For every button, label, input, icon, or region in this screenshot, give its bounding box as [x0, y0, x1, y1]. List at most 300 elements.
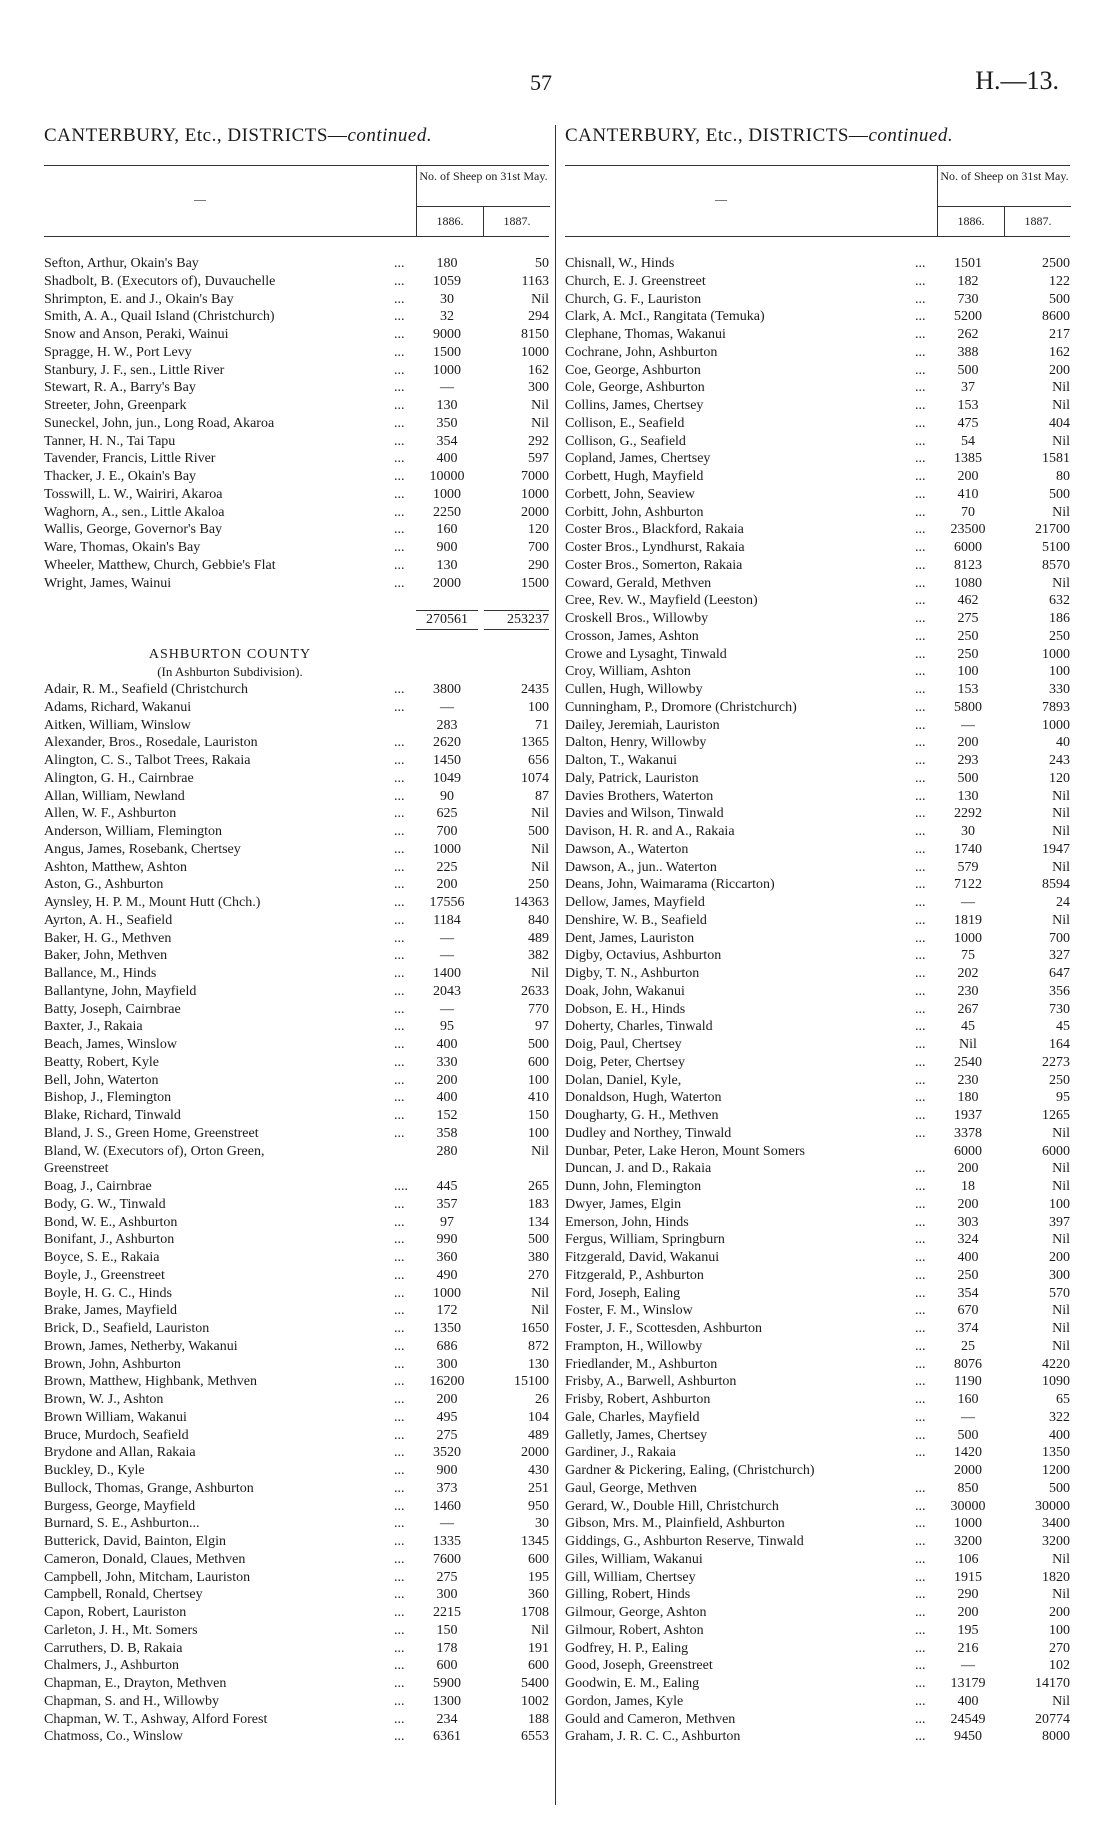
sheep-1886-value: 700 — [436, 824, 458, 839]
sheep-1887-value: Nil — [1052, 504, 1070, 520]
table-row — [565, 1622, 1070, 1640]
sheep-1887-value: 294 — [528, 309, 549, 325]
table-row — [565, 1391, 1070, 1409]
table-row — [565, 379, 1070, 397]
owner-name: Gaul, George, Methven — [565, 1480, 697, 1496]
sheep-1886-value: 250 — [957, 628, 979, 644]
leader-dots: ... — [394, 327, 405, 342]
owner-name: Dalton, T., Wakanui — [565, 753, 678, 768]
sheep-1887-value: 8150 — [521, 327, 549, 342]
sheep-1886-value: 90 — [440, 788, 454, 804]
year-1886-header: 1886. — [417, 207, 484, 236]
sheep-1887-value: 3200 — [1042, 1534, 1070, 1549]
owner-name: Aynsley, H. P. M., Mount Hutt (Chch.) — [44, 895, 261, 910]
table-row — [44, 291, 549, 309]
leader-dots: ... — [915, 682, 926, 697]
leader-dots: ... — [915, 983, 926, 999]
sheep-1887-value: 3400 — [1042, 1516, 1070, 1532]
sheep-1886-value: — — [961, 895, 975, 910]
spacer-row — [44, 592, 549, 610]
sheep-1886-value: 152 — [436, 1108, 458, 1123]
table-row — [565, 1036, 1070, 1054]
owner-name: Shrimpton, E. and J., Okain's Bay — [44, 291, 234, 307]
owner-name: Doig, Paul, Chertsey — [565, 1037, 682, 1052]
leader-dots: ... — [394, 451, 405, 467]
owner-name: Croskell Bros., Willowby — [565, 611, 709, 626]
sheep-1886-value: 6000 — [954, 1143, 982, 1159]
sheep-1886-value: 2000 — [954, 1463, 982, 1478]
leader-dots: ... — [394, 1463, 405, 1478]
owner-name: Dolan, Daniel, Kyle, — [565, 1072, 682, 1088]
leader-dots: ... — [915, 557, 926, 573]
right-table-body — [565, 255, 1070, 1746]
sheep-1886-value: 234 — [436, 1711, 458, 1727]
sheep-1887-value: 45 — [1056, 1019, 1070, 1035]
owner-name: Baker, H. G., Methven — [44, 930, 172, 946]
table-row — [565, 876, 1070, 894]
sheep-1886-value: — — [961, 717, 975, 733]
owner-name: Buckley, D., Kyle — [44, 1463, 145, 1478]
table-row — [565, 734, 1070, 752]
sheep-1887-value: 30 — [535, 1516, 549, 1532]
sheep-1886-value: 195 — [957, 1622, 979, 1638]
leader-dots: ... — [394, 522, 405, 538]
sheep-1887-value: 500 — [528, 824, 549, 839]
leader-dots: ... — [915, 664, 926, 680]
owner-name: Fergus, William, Springburn — [565, 1232, 725, 1248]
owner-name: Boag, J., Cairnbrae — [44, 1179, 152, 1194]
sheep-1886-value: 1080 — [954, 575, 982, 591]
owner-name: Capon, Robert, Lauriston — [44, 1605, 187, 1620]
sheep-1886-value: 300 — [436, 1356, 458, 1372]
leader-dots: ... — [394, 1605, 405, 1620]
table-row — [565, 362, 1070, 380]
leader-dots: ... — [915, 344, 926, 360]
sheep-1887-value: 600 — [528, 1658, 549, 1674]
sheep-1886-value: 230 — [957, 1072, 979, 1088]
owner-name: Gerard, W., Double Hill, Christchurch — [565, 1498, 779, 1514]
sheep-1886-value: 13179 — [950, 1676, 986, 1691]
sheep-1886-value: 230 — [957, 983, 979, 999]
sheep-1887-value: 500 — [1049, 1480, 1070, 1496]
leader-dots: ... — [915, 1161, 926, 1177]
sheep-1887-value: Nil — [531, 806, 549, 822]
sheep-1886-value: 3520 — [433, 1445, 461, 1461]
sheep-1886-value: 400 — [436, 451, 458, 467]
owner-name: Brown, W. J., Ashton — [44, 1392, 164, 1407]
sheep-1886-value: 106 — [957, 1551, 979, 1567]
leader-dots: ... — [915, 1427, 926, 1443]
owner-name: Goodwin, E. M., Ealing — [565, 1676, 700, 1691]
owner-name: Brown William, Wakanui — [44, 1409, 187, 1425]
leader-dots: ... — [915, 1232, 926, 1248]
table-row — [44, 344, 549, 362]
owner-name: Ballance, M., Hinds — [44, 966, 157, 981]
owner-name: Church, E. J. Greenstreet — [565, 273, 706, 289]
table-row — [44, 1214, 549, 1232]
leader-dots: ... — [394, 735, 405, 751]
owner-name: Donaldson, Hugh, Waterton — [565, 1090, 722, 1106]
table-row — [44, 1675, 549, 1693]
table-row — [565, 344, 1070, 362]
table-row — [44, 1427, 549, 1445]
table-row — [44, 930, 549, 948]
table-row — [44, 734, 549, 752]
sheep-1886-value: 3800 — [433, 682, 461, 697]
leader-dots: ... — [915, 1693, 926, 1709]
table-row — [565, 1640, 1070, 1658]
leader-dots: ... — [394, 895, 405, 910]
sheep-1886-value: 1335 — [433, 1534, 461, 1549]
sheep-1886-value: 270561 — [416, 610, 478, 630]
owner-name: Frisby, Robert, Ashburton — [565, 1392, 711, 1407]
sheep-1886-value: 400 — [957, 1250, 979, 1265]
table-row — [44, 699, 549, 717]
sheep-1887-value: Nil — [1052, 1161, 1070, 1177]
leader-dots: ... — [915, 1711, 926, 1727]
leader-dots: ... — [394, 557, 405, 573]
owner-name: Duncan, J. and D., Rakaia — [565, 1161, 712, 1177]
sheep-1887-value: 1581 — [1042, 451, 1070, 467]
sheep-1887-value: 188 — [528, 1711, 549, 1727]
sheep-1886-value: 990 — [436, 1232, 458, 1248]
table-row — [44, 486, 549, 504]
sheep-1886-value: 178 — [436, 1640, 458, 1656]
owner-name: Gardiner, J., Rakaia — [565, 1445, 677, 1461]
table-row — [44, 1622, 549, 1640]
table-row — [565, 947, 1070, 965]
sheep-1887-value: 4220 — [1042, 1356, 1070, 1372]
leader-dots: ... — [394, 1338, 405, 1354]
sheep-1887-value: 14170 — [1035, 1676, 1070, 1691]
leader-dots: ... — [394, 1090, 405, 1106]
left-column-title — [44, 125, 549, 147]
sheep-1886-value: 1000 — [433, 486, 461, 502]
owner-name: Emerson, John, Hinds — [565, 1214, 689, 1230]
leader-dots: ... — [915, 1179, 926, 1194]
sheep-1887-value: Nil — [531, 1622, 549, 1638]
owner-name: Wheeler, Matthew, Church, Gebbie's Flat — [44, 557, 276, 573]
table-row — [44, 273, 549, 291]
leader-dots: ... — [915, 1285, 926, 1301]
sheep-1887-value: 1708 — [521, 1605, 549, 1620]
owner-name: Frisby, A., Barwell, Ashburton — [565, 1374, 737, 1390]
leader-dots: ... — [915, 806, 926, 822]
sheep-1887-value: Nil — [531, 291, 549, 307]
table-row — [565, 397, 1070, 415]
sheep-1887-value: 410 — [528, 1090, 549, 1106]
table-row — [44, 1657, 549, 1675]
sheep-1887-value: 397 — [1049, 1214, 1070, 1230]
owner-name: Corbett, Hugh, Mayfield — [565, 469, 704, 484]
sheep-1886-value: 475 — [957, 415, 979, 431]
sheep-1887-value: 200 — [1049, 1605, 1070, 1620]
table-row — [44, 415, 549, 433]
sheep-1887-value: 120 — [1049, 770, 1070, 786]
sheep-1886-value: 400 — [436, 1090, 458, 1106]
owner-name: Dalton, Henry, Willowby — [565, 735, 707, 751]
sheep-1886-value: 900 — [436, 1463, 458, 1478]
sheep-1887-value: 5400 — [521, 1676, 549, 1691]
table-row — [44, 1711, 549, 1729]
owner-name: Bonifant, J., Ashburton — [44, 1232, 175, 1248]
leader-dots: ... — [394, 983, 405, 999]
owner-name: Dellow, James, Mayfield — [565, 895, 705, 910]
sheep-1886-value: 500 — [957, 770, 979, 786]
table-row — [565, 1125, 1070, 1143]
sheep-count-header — [937, 166, 1071, 236]
sheep-1887-value: 700 — [528, 540, 549, 555]
table-row — [44, 1356, 549, 1374]
owner-name: Burnard, S. E., Ashburton... — [44, 1516, 200, 1532]
leader-dots: ... — [394, 380, 405, 396]
owner-name: Gilmour, George, Ashton — [565, 1605, 707, 1620]
owner-name: (In Ashburton Subdivision). — [157, 664, 303, 680]
sheep-1887-value: 7893 — [1042, 699, 1070, 715]
table-row — [44, 1569, 549, 1587]
table-row — [44, 823, 549, 841]
sheep-1886-value: 45 — [961, 1019, 975, 1035]
owner-name: Thacker, J. E., Okain's Bay — [44, 469, 197, 484]
table-row — [565, 841, 1070, 859]
table-row — [44, 805, 549, 823]
owner-name: Cole, George, Ashburton — [565, 380, 705, 396]
leader-dots: ... — [394, 699, 405, 715]
sheep-1887-value: 292 — [528, 433, 549, 449]
leader-dots: ... — [394, 1037, 405, 1052]
leader-dots: ... — [394, 1303, 405, 1319]
left-column — [44, 125, 549, 1746]
sheep-1887-value: 632 — [1049, 593, 1070, 609]
owner-name: Smith, A. A., Quail Island (Christchurch) — [44, 309, 275, 325]
sheep-1886-value: 400 — [436, 1037, 458, 1052]
sheep-1886-value: 25 — [961, 1338, 975, 1354]
owner-name: Streeter, John, Greenpark — [44, 398, 187, 413]
leader-dots: ... — [915, 1587, 926, 1603]
owner-name: Snow and Anson, Peraki, Wainui — [44, 327, 229, 342]
leader-dots: ... — [915, 1356, 926, 1372]
leader-dots: ... — [915, 1250, 926, 1265]
table-row — [565, 1693, 1070, 1711]
table-row — [565, 1302, 1070, 1320]
leader-dots: ... — [394, 1214, 405, 1230]
leader-dots: ... — [394, 1693, 405, 1709]
sheep-1887-value: 122 — [1049, 273, 1070, 289]
sheep-1886-value: 600 — [436, 1658, 458, 1674]
leader-dots: ... — [394, 1072, 405, 1088]
sheep-1886-value: — — [440, 699, 454, 715]
owner-name: Chapman, S. and H., Willowby — [44, 1693, 219, 1709]
owner-name: Adair, R. M., Seafield (Christchurch — [44, 682, 248, 697]
owner-name: Cameron, Donald, Claues, Methven — [44, 1551, 246, 1567]
sheep-1887-value: Nil — [1052, 398, 1070, 413]
leader-dots: ... — [394, 291, 405, 307]
sheep-1887-value: 322 — [1049, 1409, 1070, 1425]
left-table-header — [44, 165, 549, 237]
sheep-1886-value: 5200 — [954, 309, 982, 325]
leader-dots: ... — [394, 1374, 405, 1390]
owner-name: Campbell, John, Mitcham, Lauriston — [44, 1569, 251, 1585]
owner-name: Ford, Joseph, Ealing — [565, 1285, 681, 1301]
sheep-1886-value: 3200 — [954, 1534, 982, 1549]
sheep-1886-value: 293 — [957, 753, 979, 768]
leader-dots: ... — [915, 1569, 926, 1585]
leader-dots: ... — [915, 291, 926, 307]
sheep-1887-value: 120 — [528, 522, 549, 538]
leader-dots: ... — [915, 256, 926, 271]
sheep-1887-value: Nil — [1052, 1179, 1070, 1194]
sheep-1886-value: 324 — [957, 1232, 979, 1248]
sheep-1886-value: 283 — [436, 717, 458, 733]
owner-name: Ashton, Matthew, Ashton — [44, 859, 187, 875]
leader-dots: ... — [394, 682, 405, 697]
sheep-1886-value: 1420 — [954, 1445, 982, 1461]
leader-dots: ... — [915, 469, 926, 484]
sheep-1886-value: — — [961, 1409, 975, 1425]
owner-name: Copland, James, Chertsey — [565, 451, 711, 467]
sheep-1887-value: 730 — [1049, 1001, 1070, 1017]
sheep-1886-value: 75 — [961, 948, 975, 964]
year-1887-header: 1887. — [1024, 214, 1052, 228]
table-row — [44, 397, 549, 415]
table-row — [565, 1285, 1070, 1303]
table-row — [44, 947, 549, 965]
owner-name: Tavender, Francis, Little River — [44, 451, 216, 467]
leader-dots: ... — [394, 1534, 405, 1549]
sheep-1887-value: 290 — [528, 557, 549, 573]
sheep-1886-value: 1460 — [433, 1498, 461, 1514]
year-headers — [938, 206, 1071, 237]
leader-dots: ... — [915, 1054, 926, 1070]
table-row — [565, 1586, 1070, 1604]
owner-name: Allan, William, Newland — [44, 788, 185, 804]
owner-name: Bond, W. E., Ashburton — [44, 1214, 178, 1230]
sheep-1886-value: 160 — [436, 522, 458, 538]
sheep-1887-value: Nil — [1052, 912, 1070, 928]
sheep-1887-value: 6553 — [521, 1729, 549, 1745]
sheep-1887-value: 65 — [1056, 1392, 1070, 1407]
sheep-1887-value: 100 — [1049, 1196, 1070, 1212]
table-row — [44, 1604, 549, 1622]
leader-dots: ... — [915, 575, 926, 591]
sheep-1886-value: 730 — [957, 291, 979, 307]
table-row — [44, 717, 549, 735]
table-row — [44, 1320, 549, 1338]
owner-name: Baker, John, Methven — [44, 948, 168, 964]
owner-name: Bruce, Murdoch, Seafield — [44, 1427, 189, 1443]
sheep-1887-value: 600 — [528, 1054, 549, 1070]
sheep-1887-value: 2000 — [521, 1445, 549, 1461]
leader-dots: ... — [394, 788, 405, 804]
table-row — [44, 1444, 549, 1462]
owner-name: Waghorn, A., sen., Little Akaloa — [44, 504, 225, 520]
sheep-1886-value: 1937 — [954, 1108, 982, 1123]
owner-name: Sefton, Arthur, Okain's Bay — [44, 256, 199, 271]
sheep-1886-value: 10000 — [429, 469, 465, 484]
sheep-1886-value: 686 — [436, 1338, 458, 1354]
leader-dots: ... — [394, 1622, 405, 1638]
table-row — [565, 1231, 1070, 1249]
section-subheading — [44, 663, 549, 681]
owner-name: Wright, James, Wainui — [44, 575, 172, 591]
owner-name: Croy, William, Ashton — [565, 664, 691, 680]
table-row — [565, 965, 1070, 983]
leader-dots: ... — [915, 841, 926, 857]
sheep-1886-value: — — [440, 930, 454, 946]
leader-dots: ... — [915, 948, 926, 964]
table-row — [44, 1001, 549, 1019]
table-row — [565, 1427, 1070, 1445]
sheep-1886-value: 1000 — [433, 1285, 461, 1301]
leader-dots: ... — [394, 1445, 405, 1461]
leader-dots: ... — [394, 1498, 405, 1514]
sheep-1887-value: 8594 — [1042, 877, 1070, 893]
table-row — [565, 1018, 1070, 1036]
leader-dots: ... — [394, 841, 405, 857]
sheep-1887-value: 95 — [1056, 1090, 1070, 1106]
owner-name: Collins, James, Chertsey — [565, 398, 704, 413]
owner-name: Boyle, J., Greenstreet — [44, 1267, 165, 1283]
owner-name: Denshire, W. B., Seafield — [565, 912, 707, 928]
sheep-1887-value: 300 — [528, 380, 549, 396]
owner-name: Burgess, George, Mayfield — [44, 1498, 196, 1514]
table-row — [565, 1249, 1070, 1267]
owner-name: Dougharty, G. H., Methven — [565, 1108, 719, 1123]
sheep-1886-value: 300 — [436, 1587, 458, 1603]
leader-dots: ... — [915, 451, 926, 467]
leader-dots: ... — [394, 1658, 405, 1674]
leader-dots: ... — [915, 699, 926, 715]
table-row — [44, 876, 549, 894]
owner-name: Dawson, A., Waterton — [565, 841, 689, 857]
sheep-1887-value: Nil — [1052, 433, 1070, 449]
sheep-1887-value: 356 — [1049, 983, 1070, 999]
table-row — [565, 1675, 1070, 1693]
owner-name: Beach, James, Winslow — [44, 1037, 177, 1052]
leader-dots: ... — [915, 753, 926, 768]
name-column-header: — — [194, 192, 206, 206]
sheep-1886-value: 200 — [436, 877, 458, 893]
table-row — [565, 433, 1070, 451]
sheep-1887-value: 134 — [528, 1214, 549, 1230]
sheep-1886-value: 1049 — [433, 770, 461, 786]
sheep-1886-value: 1350 — [433, 1321, 461, 1336]
sheep-1887-value: 183 — [528, 1196, 549, 1212]
table-row — [44, 504, 549, 522]
owner-name: Coster Bros., Somerton, Rakaia — [565, 557, 743, 573]
owner-name: Clark, A. McI., Rangitata (Temuka) — [565, 309, 765, 325]
sheep-1886-value: 290 — [957, 1587, 979, 1603]
leader-dots: ... — [394, 309, 405, 325]
sheep-1887-value: 80 — [1056, 469, 1070, 484]
table-row — [565, 681, 1070, 699]
leader-dots: ... — [915, 1658, 926, 1674]
sheep-1886-value: 850 — [957, 1480, 979, 1496]
table-row — [565, 1072, 1070, 1090]
sheep-1886-value: 275 — [436, 1569, 458, 1585]
leader-dots: ... — [915, 912, 926, 928]
table-row — [565, 273, 1070, 291]
table-row — [44, 1533, 549, 1551]
sheep-1887-value: 1345 — [521, 1534, 549, 1549]
sheep-1887-value: Nil — [531, 1303, 549, 1319]
table-row — [565, 823, 1070, 841]
owner-name: Bishop, J., Flemington — [44, 1090, 172, 1106]
document-code: H.—13. — [975, 66, 1059, 95]
sheep-1886-value: 374 — [957, 1321, 979, 1336]
leader-dots: ... — [394, 1267, 405, 1283]
sheep-1887-value: Nil — [1052, 575, 1070, 591]
